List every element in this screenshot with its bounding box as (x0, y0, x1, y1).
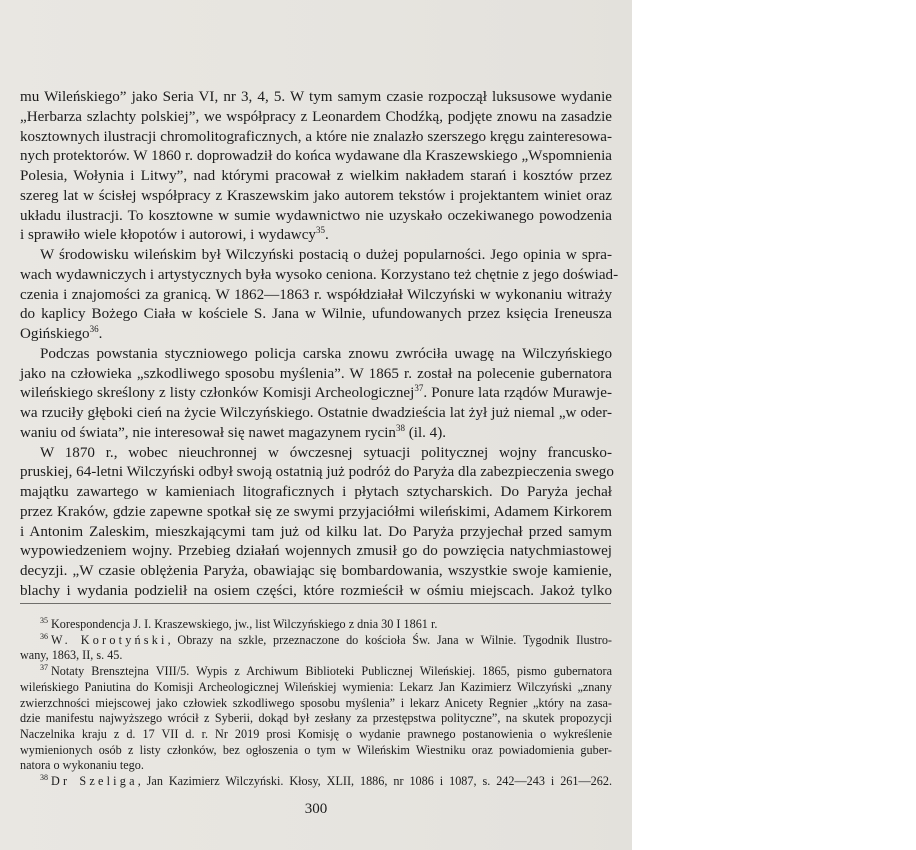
footnote-line: wymienionych osób z listy członków, bez ogłoszenia o tym w Wileńskim Wiestniku oraz powiadomienia guber- (20, 742, 612, 757)
footnotes (20, 617, 612, 790)
footnote-line: Naczelnika kraju z d. 17 VII d. r. Nr 2019 prosi Komisję o wydanie prawnego postanowienia o wykreślenie (20, 727, 612, 742)
text-line: Podczas powstania styczniowego policja carska znowu zwróciła uwagę na Wilczyńskiego (40, 345, 612, 362)
footnote-line: zwierzchności miejscowej jako człowiek szkodliwego sposobu myślenia” i lekarz Anicety Regnier „który na zasa- (20, 695, 612, 710)
text-line: i Antonim Zaleskim, mieszkającymi tam już od kilku lat. Do Paryża przyjechał przed samym (20, 523, 612, 540)
footnote-line: natora o wykonaniu tego. (20, 758, 144, 773)
text-line: „Herbarza szlachty polskiej”, we współpracy z Leonardem Chodźką, podjęte znowu na zasadzie (20, 108, 612, 125)
text-line: przez Kraków, gdzie zapewne spotkał się ze swymi przyjaciółmi wileńskimi, Adamem Kirkorem (20, 503, 612, 520)
text-fragment: (il. 4). (404, 424, 447, 441)
text-line: czenia i znajomości za granicą. W 1862—1863 r. współdziałał Wilczyński w wykonaniu witraży (20, 286, 612, 303)
text-line: Polesia, Wołynia i Litwy”, nad którymi pracował z wielkim nakładem starań i kosztów przez (20, 168, 612, 184)
text-line: jako na człowieka „szkodliwego sposobu myślenia”. W 1865 r. został na polecenie gubernatora (20, 365, 612, 382)
text-fragment: waniu od świata”, nie interesował się nawet magazynem rycin (20, 424, 396, 441)
footnote-38 (20, 774, 612, 790)
footnote-number: 38 (40, 773, 48, 783)
footnote-text: Notaty Brensztejna VIII/5. Wypis z Archiwum Biblioteki Publicznej Wileńskiej. 1865, pismo gubernatora (51, 664, 612, 679)
text-line: mu Wileńskiego” jako Seria VI, nr 3, 4, 5. W tym samym czasie rozpoczął luksusowe wydanie (20, 89, 612, 105)
page-number: 300 (304, 801, 328, 817)
text-line: kosztownych ilustracji chromolitograficznych, a które nie znalazło szerszego kręgu zainteresowa- (20, 128, 612, 145)
text-fragment: i sprawiło wiele kłopotów i autorowi, i wydawcy (20, 227, 316, 244)
text-line (20, 325, 612, 345)
text-line: decyzji. „W czasie oblężenia Paryża, obawiając się bombardowania, wszystkie swoje kamienie, (20, 563, 612, 579)
text-line: pruskiej, 64-letni Wilczyński odbył swoją ostatnią już podróż do Paryża dla zabezpieczenia swego (20, 464, 614, 481)
footnote-line: wany, 1863, II, s. 45. (20, 648, 123, 663)
footnote-text: , Jan Kazimierz Wilczyński. Kłosy, XLII, 1886, nr 1086 i 1087, s. 242—243 i 261—262. (137, 774, 613, 789)
text-line: majątku zawartego w kamieniach litograficznych i płytach sztycharskich. Do Paryża jechał (20, 484, 612, 500)
footnote-36 (20, 633, 612, 649)
blank-margin (632, 0, 916, 850)
text-line (20, 226, 612, 246)
text-line: szereg lat w ścisłej współpracy z Kraszewskim jako autorem tekstów i projektantem winiet oraz (20, 187, 612, 204)
footnote-text: , Obrazy na szkle, przeznaczone do kościoła Św. Jana w Wilnie. Tygodnik Ilustro- (167, 632, 612, 647)
footnote-number: 35 (40, 616, 48, 625)
text-fragment: . Ponure lata rządów Murawje- (423, 385, 612, 402)
footnote-line: wileńskiego Paniutina do Komisji Archeologicznej Wileńskiej wymienia: Lekarz Jan Kazimierz Wilczyński „znany (20, 679, 612, 694)
footnote-author: W. Korotyński (51, 632, 168, 647)
text-line: W 1870 r., wobec nieuchronnej w ówczesnej sytuacji politycznej wojny francusko- (40, 444, 612, 461)
footnote-37 (20, 664, 612, 680)
footnote-separator-rule (20, 603, 611, 604)
footnote-ref-36[interactable]: 36 (89, 324, 99, 334)
footnote-author: Dr Szeliga (51, 774, 138, 789)
main-text (20, 88, 619, 602)
text-line: wa rzuciły głęboki cień na życie Wilczyńskiego. Ostatnie dwadzieścia lat żył już niemal „w oder- (20, 405, 612, 421)
text-fragment: . (98, 326, 103, 342)
text-line: W środowisku wileńskim był Wilczyński postacią o dużej popularności. Jego opinia w spra- (40, 247, 612, 263)
text-fragment: . (324, 227, 329, 244)
footnote-line: dzie manifestu najwyższego wrócił z Syberii, dokąd był zesłany za przestępstwa polityczne”, na skutek propozycji (20, 711, 612, 726)
footnote-number: 36 (40, 631, 48, 641)
footnote-35 (20, 617, 612, 633)
footnote-text: Korespondencja J. I. Kraszewskiego, jw., list Wilczyńskiego z dnia 30 I 1861 r. (51, 617, 438, 631)
text-fragment: Ogińskiego (20, 326, 90, 342)
footnote-ref-38[interactable]: 38 (395, 422, 405, 433)
text-fragment: wileńskiego skreślony z listy członków Komisji Archeologicznej (20, 385, 415, 402)
text-line: układu ilustracji. To kosztowne w sumie wydawnictwo nie uzyskało oczekiwanego powodzenia (20, 207, 612, 224)
text-line: do kaplicy Bożego Ciała w kościele S. Jana w Wilnie, ufundowanych przez księcia Ireneusza (20, 306, 612, 323)
footnote-number: 37 (40, 663, 48, 673)
text-line: nych protektorów. W 1860 r. doprowadził do końca wydawane dla Kraszewskiego „Wspomnienia (20, 148, 612, 165)
footnote-ref-35[interactable]: 35 (315, 225, 325, 236)
text-line (20, 384, 612, 404)
text-line: wach wydawniczych i artystycznych była wysoko ceniona. Korzystano też chętnie z jego doświad- (20, 266, 619, 283)
text-line (20, 424, 612, 444)
text-line: wypowiedzeniem wojny. Przebieg działań wojennych zmusił go do powzięcia natychmiastowej (20, 543, 612, 560)
text-line: blachy i wydania podzielił na osiem części, które rozmieścił w ośmiu miejscach. Jakoż tylko (20, 582, 612, 599)
footnote-ref-37[interactable]: 37 (414, 383, 424, 394)
